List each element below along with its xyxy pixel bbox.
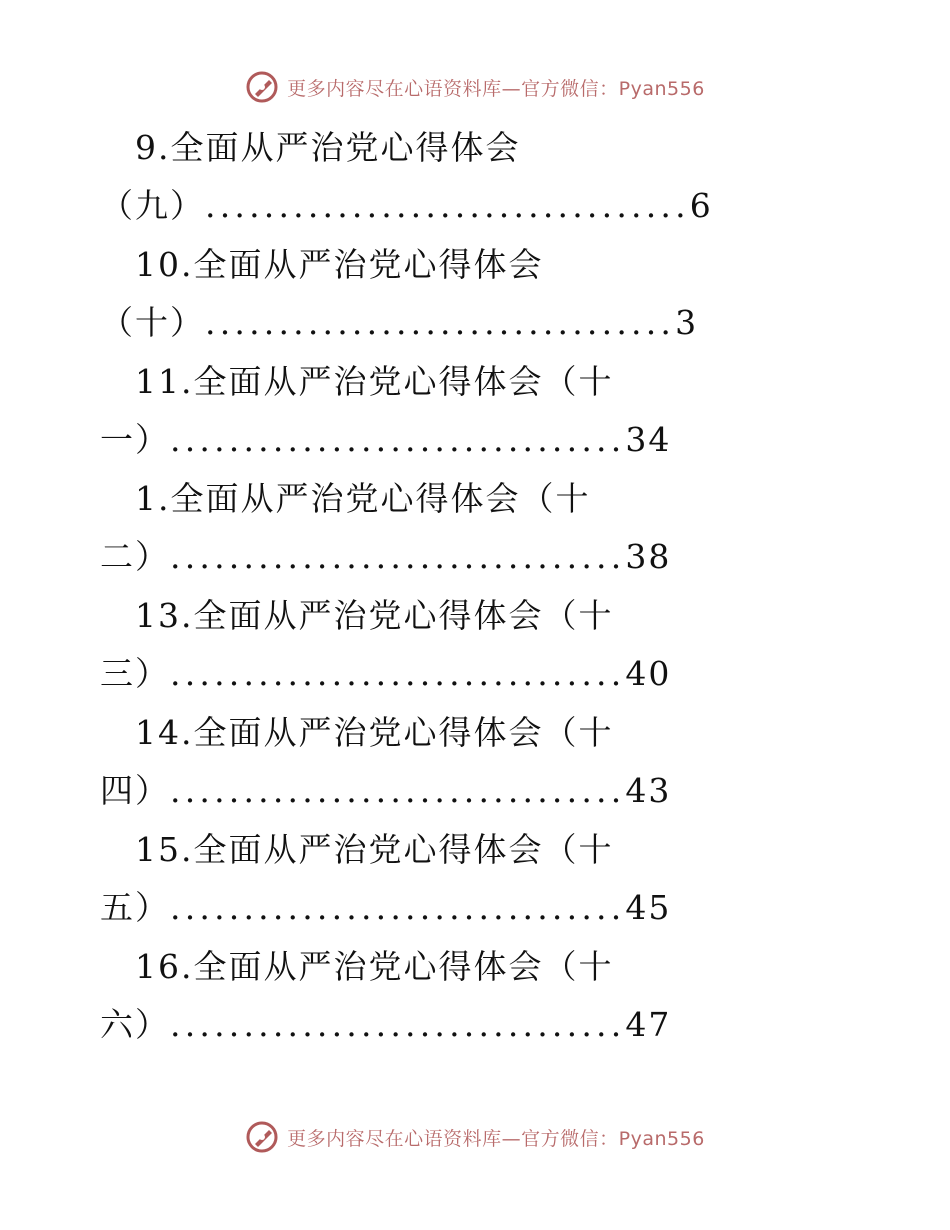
toc-entry-page: 43 (625, 771, 672, 810)
dot-leader: ............................... (170, 888, 626, 927)
toc-entry-title[interactable]: 10.全面从严治党心得体会 (135, 245, 544, 284)
toc-entry-page: 40 (625, 654, 672, 693)
dot-leader: ................................ (205, 303, 676, 342)
toc-entry-page: 6 (689, 186, 713, 225)
footer-banner (0, 1120, 950, 1154)
toc-entry-tail: （十） (100, 303, 205, 342)
dot-leader: ............................... (170, 1005, 626, 1044)
toc-entry-page: 47 (625, 1005, 672, 1044)
toc-entry-tail: 五） (100, 888, 170, 927)
toc-entry-leader[interactable] (100, 537, 671, 577)
toc-entry-title[interactable]: 14.全面从严治党心得体会（十 (135, 713, 614, 752)
toc-entry-leader[interactable] (100, 654, 671, 694)
toc-entry-tail: 一） (100, 420, 170, 459)
pen-circle-logo-icon (245, 1120, 279, 1154)
toc-entry-title[interactable]: 13.全面从严治党心得体会（十 (135, 596, 614, 635)
toc-entry-title[interactable]: 16.全面从严治党心得体会（十 (135, 947, 614, 986)
banner-text: 更多内容尽在心语资料库—官方微信：Pyan556 (287, 77, 705, 100)
dot-leader: ............................... (170, 537, 626, 576)
toc-entry-page: 45 (625, 888, 672, 927)
dot-leader: ............................... (170, 771, 626, 810)
toc-entry-tail: 二） (100, 537, 170, 576)
dot-leader: ............................... (170, 420, 626, 459)
toc-entry-leader[interactable] (100, 420, 671, 460)
toc-entry-tail: 三） (100, 654, 170, 693)
toc-entry-title[interactable]: 11.全面从严治党心得体会（十 (135, 362, 614, 401)
toc-entry-tail: （九） (100, 186, 205, 225)
toc-entry-leader[interactable] (100, 771, 671, 811)
toc-entry-title[interactable]: 1.全面从严治党心得体会（十 (135, 479, 591, 518)
toc-entry-page: 3 (675, 303, 699, 342)
toc-entry-tail: 四） (100, 771, 170, 810)
toc-entry-leader[interactable] (100, 303, 698, 343)
pen-circle-logo-icon (245, 70, 279, 104)
toc-entry-leader[interactable] (100, 186, 713, 226)
toc-entry-tail: 六） (100, 1005, 170, 1044)
toc-entry-leader[interactable] (100, 888, 671, 928)
toc-entry-title[interactable]: 9.全面从严治党心得体会 (135, 128, 521, 167)
toc-entry-page: 34 (625, 420, 672, 459)
dot-leader: ................................. (205, 186, 690, 225)
banner-text: 更多内容尽在心语资料库—官方微信：Pyan556 (287, 1127, 705, 1150)
dot-leader: ............................... (170, 654, 626, 693)
toc-entry-page: 38 (625, 537, 672, 576)
toc-entry-title[interactable]: 15.全面从严治党心得体会（十 (135, 830, 614, 869)
header-banner (0, 70, 950, 104)
toc-entry-leader[interactable] (100, 1005, 671, 1045)
